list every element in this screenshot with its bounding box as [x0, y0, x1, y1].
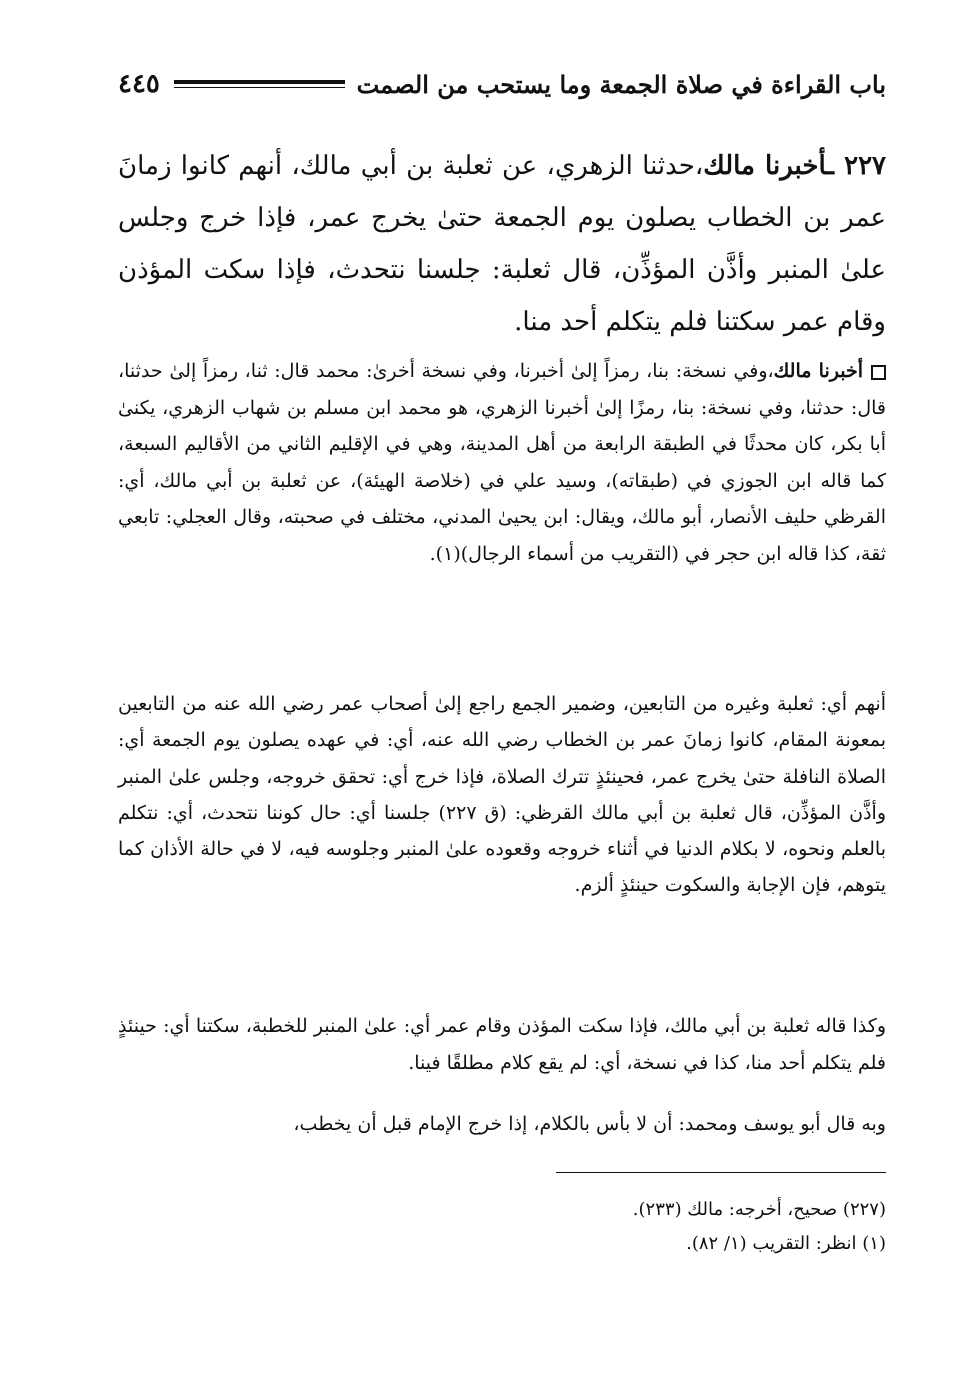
page-header: [118, 62, 886, 106]
commentary-body: ،وفي نسخة: بنا، رمزاً إلىٰ أخبرنا، وفي نسخة أخرىٰ: محمد قال: ثنا، رمزاً إلىٰ حدثنا، قال: حدثنا، وفي نسخة: بنا، رمزًا إلىٰ أخبرنا الزهري، هو محمد ابن مسلم بن شهاب الزهري، يكنىٰ أبا بكر، كان محدثًا في الطبقة الرابعة من أهل المدينة، وهي في الإقليم الثاني من الأقاليم السبعة، كما قاله ابن الجوزي في (طبقاته)، وسيد علي في (خلاصة الهيئة)، عن ثعلبة بن أبي مالك، أي: القرظي حليف الأنصار، أبو مالك، ويقال: ابن يحيىٰ المدني، مختلف في صحبته، وقال العجلي: تابعي ثقة، كذا قاله ابن حجر في (التقريب من أسماء الرجال)(١).: [118, 360, 886, 565]
footnote-separator: [556, 1172, 886, 1173]
header-rule: [174, 80, 345, 88]
square-marker-icon: [871, 365, 886, 380]
hadith-text: [118, 140, 886, 348]
commentary-lead: أخبرنا مالك: [773, 360, 863, 382]
header-rule-thin: [174, 87, 345, 88]
running-title: باب القراءة في صلاة الجمعة وما يستحب من الصمت: [356, 69, 886, 99]
footnote-hadith-source: (٢٢٧) صحيح، أخرجه: مالك (٢٣٣).: [632, 1199, 886, 1220]
explanation-paragraph: أنهم أي: ثعلبة وغيره من التابعين، وضمير الجمع راجع إلىٰ أصحاب عمر رضي الله عنه من التابعين بمعونة المقام، كانوا زمانَ عمر بن الخطاب رضي الله عنه، أي: في عهده يصلون يوم الجمعة أي: الصلاة النافلة حتىٰ يخرج عمر، فحينئذٍ تترك الصلاة، فإذا خرج أي: تحقق خروجه، وجلس علىٰ المنبر وأذَّن المؤذِّن، قال ثعلبة بن أبي مالك القرظي: (ق ٢٢٧) جلسنا أي: حال كوننا نتحدث، أي: نتكلم بالعلم ونحوه، لا بكلام الدنيا في أثناء خروجه وقعوده علىٰ المنبر وجلوسه فيه، لا في حالة الأذان كما يتوهم، فإن الإجابة والسكوت حينئذٍ ألزم.: [118, 693, 886, 897]
explanation-paragraph-3: وبه قال أبو يوسف ومحمد: أن لا بأس بالكلام، إذا خرج الإمام قبل أن يخطب،: [293, 1113, 886, 1135]
footnotes: [118, 1193, 886, 1261]
page-number: ٤٤٥: [118, 69, 160, 99]
header-rule-thick: [174, 80, 345, 84]
hadith-body: ،حدثنا الزهري، عن ثعلبة بن أبي مالك، أنهم كانوا زمانَ عمر بن الخطاب يصلون يوم الجمعة حتىٰ يخرج عمر، فإذا خرج وجلس علىٰ المنبر وأذَّن المؤذِّن، قال ثعلبة: جلسنا نتحدث، فإذا سكت المؤذن وقام عمر سكتنا فلم يتكلم أحد منا.: [118, 151, 886, 337]
explanation-paragraph-2: وكذا قاله ثعلبة بن أبي مالك، فإذا سكت المؤذن وقام عمر أي: علىٰ المنبر للخطبة، سكتنا أي: حينئذٍ فلم يتكلم أحد منا، كذا في نسخة، أي: لم يقع كلام مطلقًا فينا.: [118, 1015, 886, 1074]
footnote-reference: (١) انظر: التقريب (١/ ٨٢).: [686, 1233, 886, 1254]
hadith-lead: أخبرنا مالك: [703, 151, 827, 181]
commentary-paragraph: [118, 353, 886, 572]
hadith-number: ٢٢٧ ـ: [826, 151, 887, 181]
